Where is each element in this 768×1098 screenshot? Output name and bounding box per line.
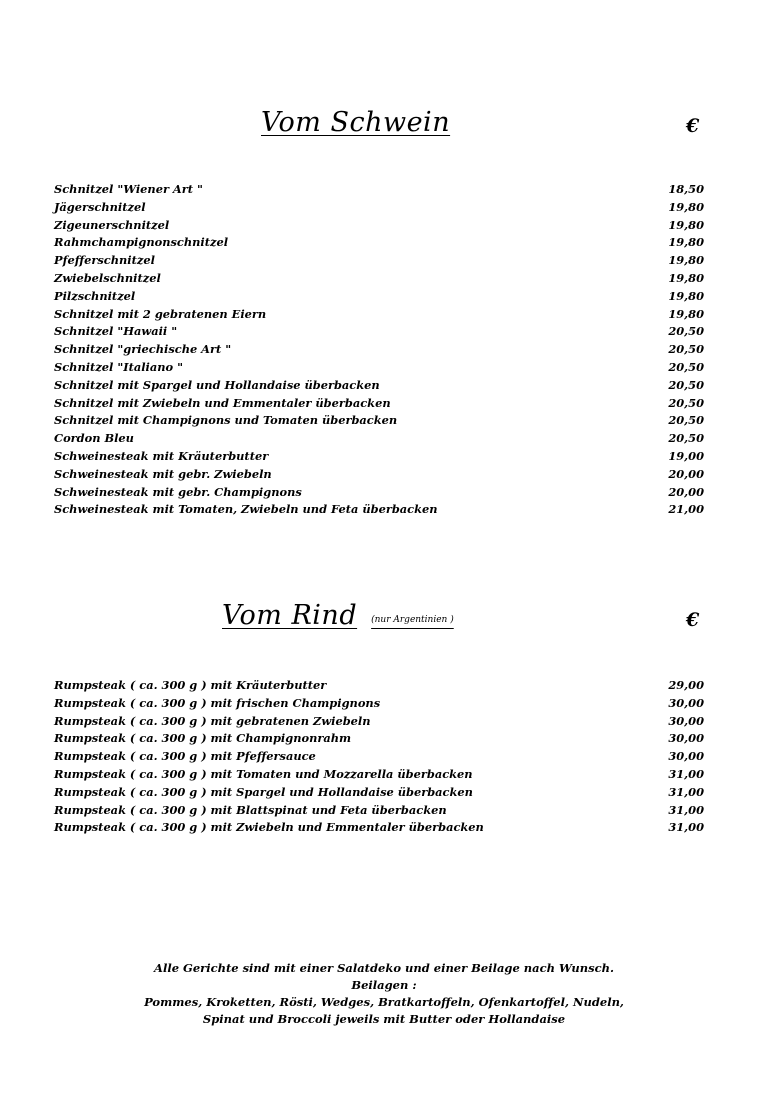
menu-item	[54, 713, 704, 731]
menu-item-name: Schweinesteak mit gebr. Zwiebeln	[54, 466, 272, 481]
menu-item-name: Rumpsteak ( ca. 300 g ) mit Tomaten und Mozzarella überbacken	[54, 766, 473, 781]
menu-item-price: 20,50	[668, 359, 704, 374]
menu-item	[54, 395, 704, 413]
menu-item-price: 19,80	[668, 199, 704, 214]
footer-note	[0, 960, 768, 1028]
menu-item	[54, 766, 704, 784]
menu-item-price: 20,50	[668, 377, 704, 392]
menu-item	[54, 359, 704, 377]
menu-item	[54, 217, 704, 235]
menu-item	[54, 484, 704, 502]
menu-item-name: Zwiebelschnitzel	[54, 270, 161, 285]
menu-item	[54, 466, 704, 484]
menu-item-name: Rumpsteak ( ca. 300 g ) mit Champignonrahm	[54, 731, 352, 746]
section-title-rind-text: Vom Rind	[222, 600, 358, 631]
menu-item	[54, 677, 704, 695]
menu-item-name: Schnitzel mit Spargel und Hollandaise überbacken	[54, 377, 380, 392]
menu-item-name: Schnitzel "Wiener Art "	[54, 182, 203, 196]
currency-label-schwein: €	[686, 115, 700, 137]
section-title-rind-note: (nur Argentinien )	[371, 615, 454, 625]
menu-item	[54, 199, 704, 217]
section-title-schwein-text: Vom Schwein	[261, 107, 451, 138]
footer-line: Spinat und Broccoli jeweils mit Butter oder Hollandaise	[202, 1012, 566, 1026]
menu-item-name: Rumpsteak ( ca. 300 g ) mit frischen Champignons	[54, 695, 381, 710]
menu-item-price: 20,50	[668, 431, 704, 446]
menu-item-price: 19,80	[668, 253, 704, 268]
menu-item	[54, 412, 704, 430]
menu-item-price: 20,50	[668, 413, 704, 428]
menu-item	[54, 288, 704, 306]
menu-item-name: Rumpsteak ( ca. 300 g ) mit gebratenen Zwiebeln	[54, 713, 371, 728]
menu-item	[54, 234, 704, 252]
menu-item-price: 21,00	[668, 502, 704, 517]
menu-item-price: 20,00	[668, 484, 704, 499]
menu-item-name: Schnitzel "griechische Art "	[54, 342, 232, 357]
menu-item	[54, 730, 704, 748]
menu-item-price: 30,00	[668, 731, 704, 746]
menu-list-schwein	[54, 181, 704, 519]
menu-item-price: 30,00	[668, 695, 704, 710]
menu-item-price: 29,00	[668, 678, 704, 692]
menu-item	[54, 819, 704, 837]
menu-item-price: 31,00	[668, 784, 704, 799]
menu-item-name: Rumpsteak ( ca. 300 g ) mit Spargel und Hollandaise überbacken	[54, 784, 473, 799]
menu-item-price: 19,80	[668, 306, 704, 321]
menu-item-name: Cordon Bleu	[54, 431, 134, 446]
menu-item	[54, 181, 704, 199]
menu-item-name: Rumpsteak ( ca. 300 g ) mit Blattspinat und Feta überbacken	[54, 802, 447, 817]
menu-item-price: 19,80	[668, 217, 704, 232]
menu-item-name: Rumpsteak ( ca. 300 g ) mit Kräuterbutter	[54, 678, 327, 692]
menu-item-name: Schnitzel "Italiano "	[54, 359, 184, 374]
menu-item-price: 19,80	[668, 288, 704, 303]
menu-item-price: 18,50	[668, 182, 704, 196]
menu-list-rind	[54, 677, 704, 837]
menu-item	[54, 448, 704, 466]
menu-item-price: 31,00	[668, 766, 704, 781]
menu-item-price: 20,00	[668, 466, 704, 481]
menu-item-name: Schweinesteak mit Kräuterbutter	[54, 448, 269, 463]
menu-item-name: Schnitzel mit 2 gebratenen Eiern	[54, 306, 267, 321]
section-title-rind	[222, 600, 454, 631]
menu-item-price: 19,00	[668, 448, 704, 463]
menu-item-name: Pilzschnitzel	[54, 288, 136, 303]
menu-item-price: 20,50	[668, 342, 704, 357]
menu-item	[54, 695, 704, 713]
footer-line: Pommes, Kroketten, Rösti, Wedges, Bratkartoffeln, Ofenkartoffel, Nudeln,	[144, 995, 624, 1009]
menu-item-price: 20,50	[668, 395, 704, 410]
menu-item	[54, 748, 704, 766]
menu-item-price: 19,80	[668, 270, 704, 285]
menu-item-name: Schnitzel mit Zwiebeln und Emmentaler überbacken	[54, 395, 391, 410]
menu-item	[54, 377, 704, 395]
menu-item	[54, 784, 704, 802]
menu-item	[54, 306, 704, 324]
menu-item	[54, 802, 704, 820]
menu-item	[54, 430, 704, 448]
menu-item-name: Rumpsteak ( ca. 300 g ) mit Pfeffersauce	[54, 749, 316, 764]
footer-line: Alle Gerichte sind mit einer Salatdeko und einer Beilage nach Wunsch.	[154, 961, 614, 975]
menu-item-name: Schweinesteak mit Tomaten, Zwiebeln und Feta überbacken	[54, 502, 438, 517]
menu-item	[54, 270, 704, 288]
menu-item	[54, 323, 704, 341]
menu-item-price: 20,50	[668, 324, 704, 339]
currency-label-rind: €	[686, 609, 700, 631]
footer-line: Beilagen :	[351, 978, 417, 992]
section-title-schwein	[261, 107, 450, 138]
menu-item-price: 31,00	[668, 820, 704, 835]
menu-item-price: 19,80	[668, 235, 704, 250]
menu-item-name: Schnitzel "Hawaii "	[54, 324, 178, 339]
menu-item-name: Zigeunerschnitzel	[54, 217, 170, 232]
menu-item-price: 31,00	[668, 802, 704, 817]
menu-item-name: Pfefferschnitzel	[54, 253, 155, 268]
menu-item-price: 30,00	[668, 713, 704, 728]
menu-item	[54, 501, 704, 519]
menu-item	[54, 341, 704, 359]
menu-item	[54, 252, 704, 270]
menu-item-name: Jägerschnitzel	[54, 199, 146, 214]
menu-item-name: Schnitzel mit Champignons und Tomaten überbacken	[54, 413, 398, 428]
menu-item-name: Rahmchampignonschnitzel	[54, 235, 229, 250]
menu-item-price: 30,00	[668, 749, 704, 764]
menu-item-name: Schweinesteak mit gebr. Champignons	[54, 484, 302, 499]
menu-item-name: Rumpsteak ( ca. 300 g ) mit Zwiebeln und Emmentaler überbacken	[54, 820, 484, 835]
